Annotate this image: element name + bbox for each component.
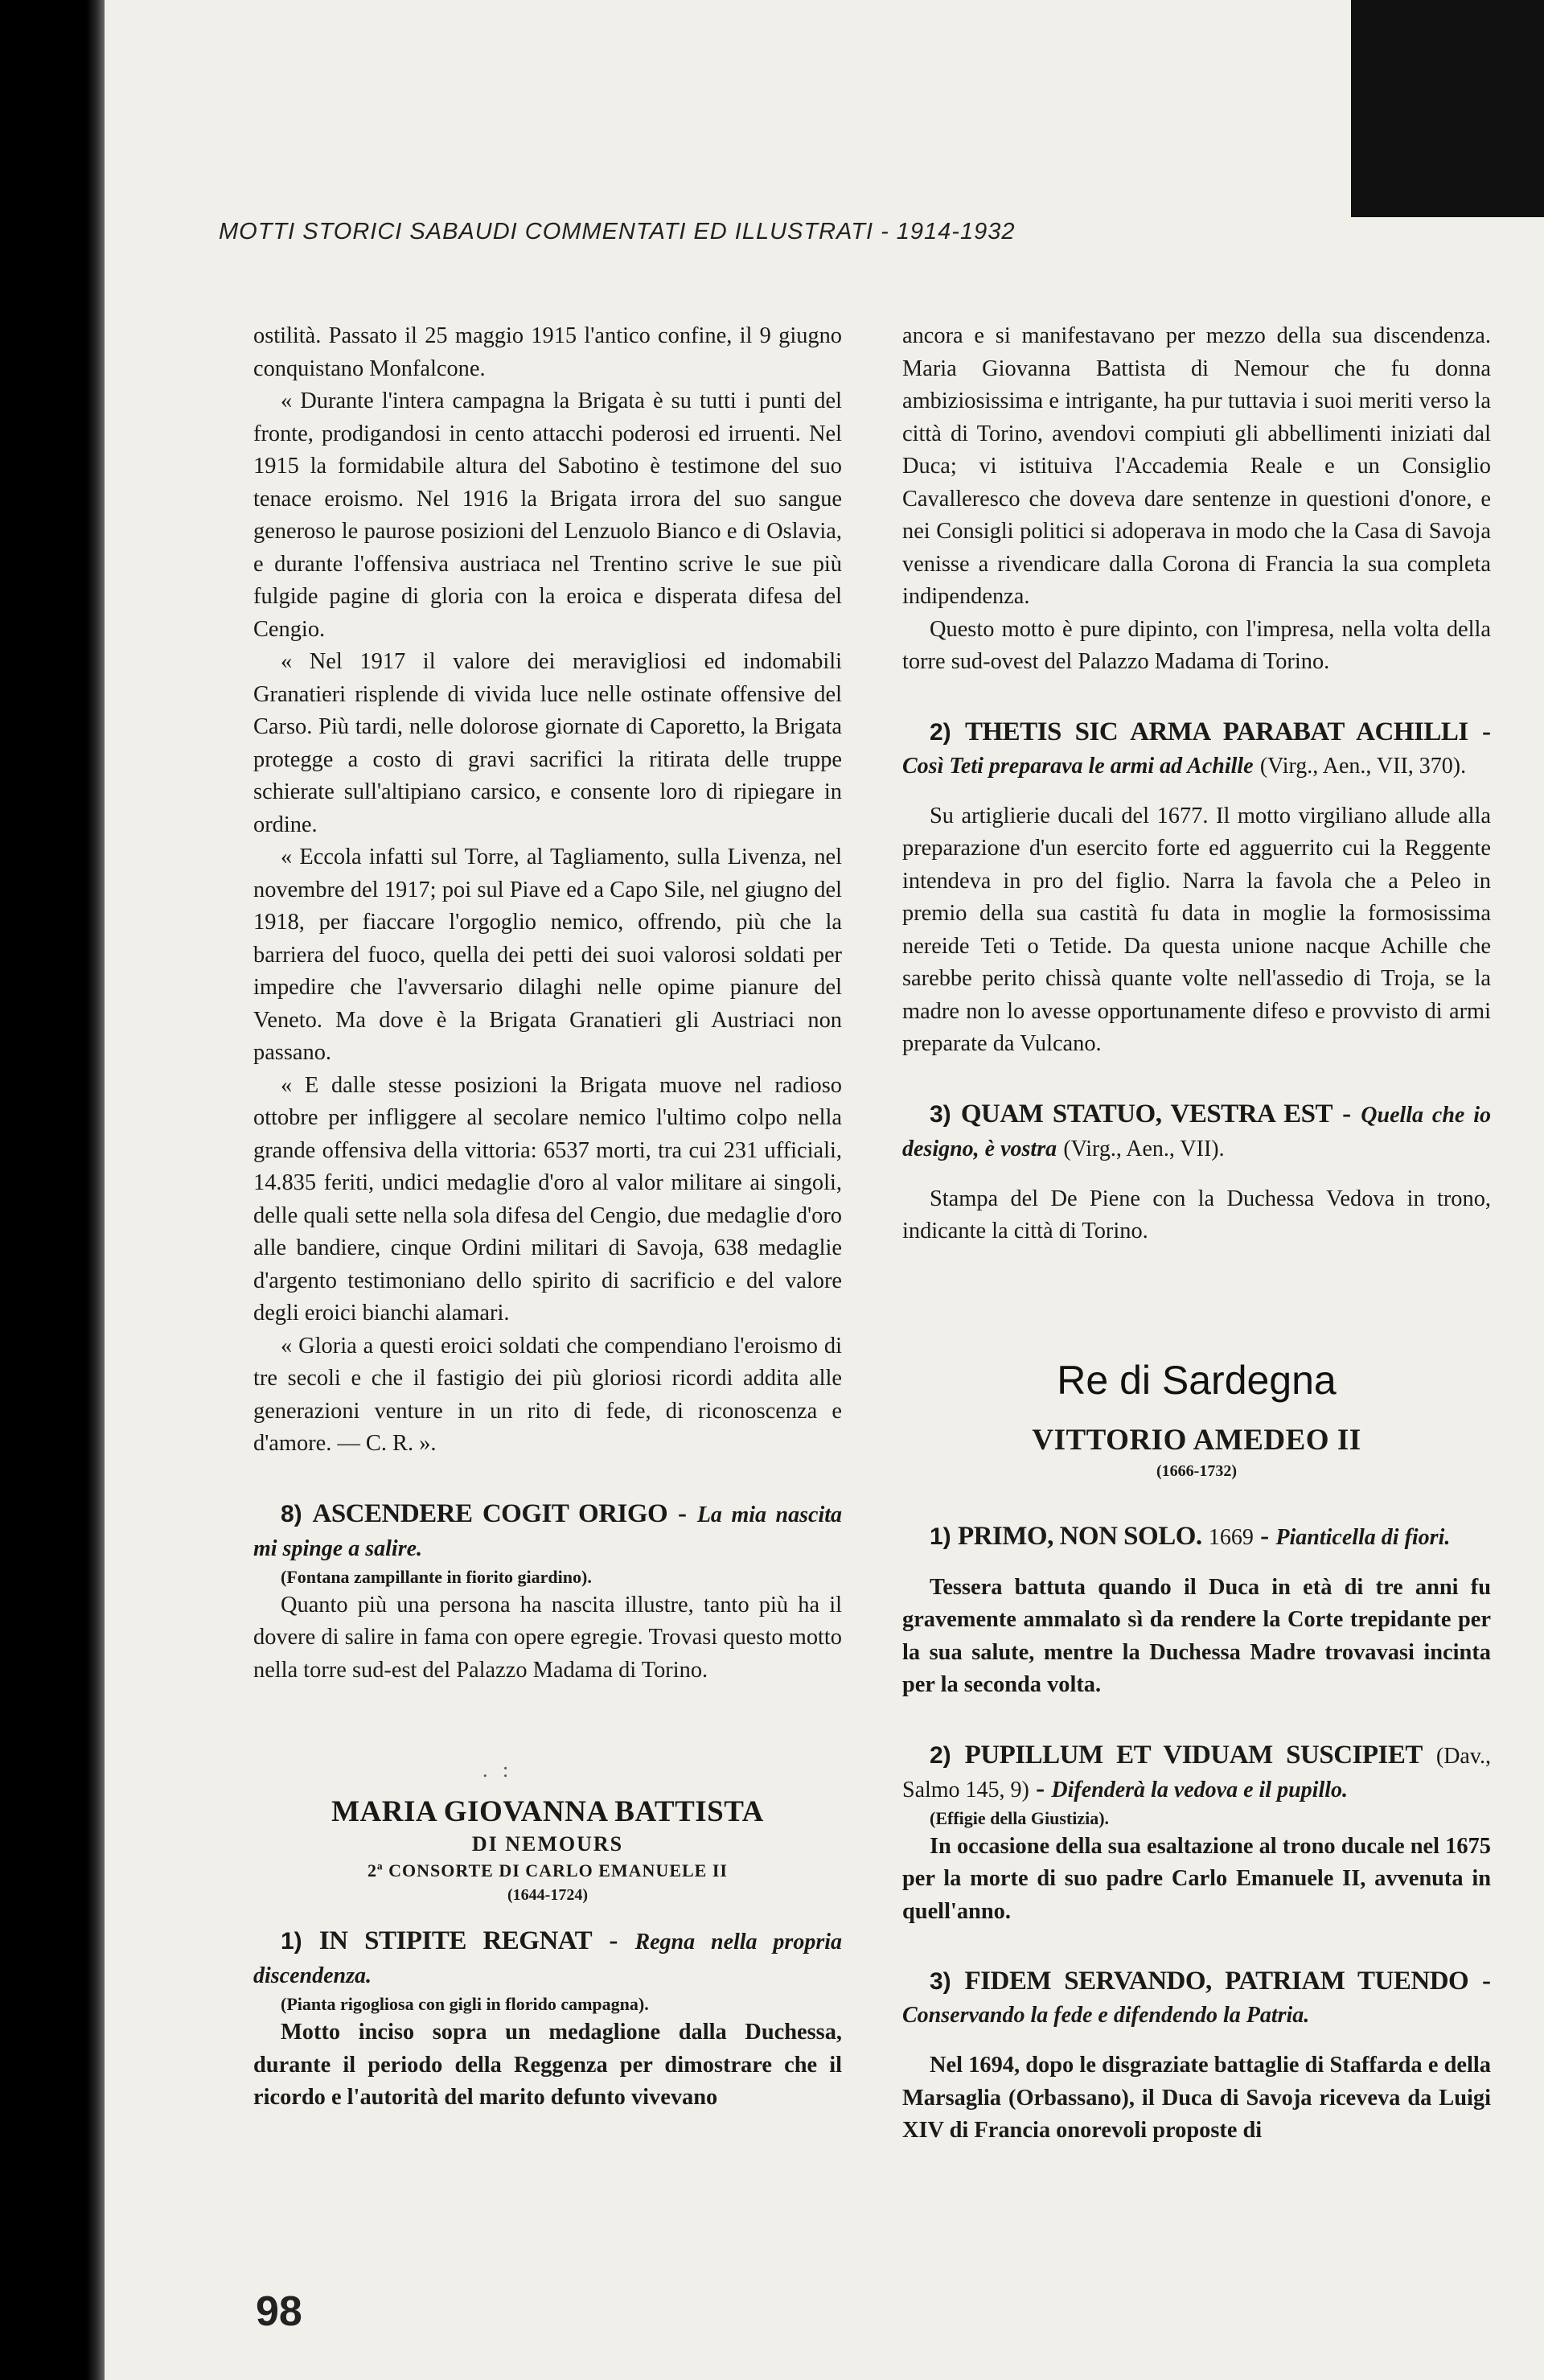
paragraph: Su artiglierie ducali del 1677. Il motto virgiliano allude alla preparazione d'un esercito forte ed agguerrito cui la Reggente intendeva in pro del figlio. Narra la favola che a Peleo in premio della sua castità fu data in moglie la formosissima nereide Teti o Tetide. Da questa unione nacque Achille che sarebbe perito chissà quante volte nell'assedio di Troja, se la madre non lo avesse opportunamente difeso e provvisto di armi preparate da Vulcano. xyxy=(902,803,1491,1056)
motto-heading-k2 xyxy=(902,1739,1491,1807)
motto-text: PRIMO, NON SOLO. xyxy=(957,1521,1202,1551)
motto-text: IN STIPITE REGNAT xyxy=(318,1926,593,1955)
citation: (Virg., Aen., VII). xyxy=(1063,1136,1225,1161)
citation: (Dav., Salmo 145, 9) xyxy=(902,1743,1492,1802)
motto-translation: Regna nella propria discendenza. xyxy=(253,1930,843,1988)
paragraph: « Durante l'intera campagna la Brigata è su tutti i punti del fronte, prodigandosi in cento attacchi poderosi ed irruenti. Nel 1915 la formidabile altura del Sabotino è testimone del suo tenace eroismo. Nel 1916 la Brigata irrora del suo sangue generoso le paurose posizioni del Lenzuolo Bianco e di Oslavia, e durante l'offensiva austriaca nel Trentino scrive le sue più fulgide pagine di gloria con la eroica e disperata difesa del Cengio. xyxy=(253,388,842,642)
paragraph: Motto inciso sopra un medaglione dalla Duchessa, durante il periodo della Reggenza per dimostrare che il ricordo e l'autorità del marito defunto vivevano xyxy=(253,2020,842,2110)
citation: (Virg., Aen., VII, 370). xyxy=(1259,753,1467,779)
person-name: MARIA GIOVANNA BATTISTA xyxy=(331,1795,764,1828)
scan-shadow-corner xyxy=(1351,0,1544,217)
page-number: 98 xyxy=(256,2288,302,2335)
left-column xyxy=(253,320,842,2115)
separator: - xyxy=(1482,717,1492,746)
king-dates: (1666-1732) xyxy=(1156,1461,1237,1480)
paragraph: Tessera battuta quando il Duca in età di tre anni fu gravemente ammalato sì da rendere la Corte trepidante per la sua salute, mentre la Duchessa Madre trovavasi incinta per la seconda volta. xyxy=(902,1574,1491,1697)
motto-translation: Così Teti preparava le armi ad Achille xyxy=(902,753,1254,779)
motto-heading-2 xyxy=(902,716,1491,783)
running-header: MOTTI STORICI SABAUDI COMMENTATI ED ILLUSTRATI - 1914-1932 xyxy=(219,219,1016,245)
paragraph: « Nel 1917 il valore dei meravigliosi ed indomabili Granatieri risplende di vivida luce nelle ostinate offensive del Carso. Più tardi, nelle dolorose giornate di Caporetto, la Brigata protegge a costo di gravi sacrifici la ritirata delle truppe schierate sull'altipiano carsico, e consente loro di ripiegare in ordine. xyxy=(253,649,842,837)
separator: - xyxy=(678,1498,688,1528)
paragraph: ostilità. Passato il 25 maggio 1915 l'antico confine, il 9 giugno conquistano Monfalcone. xyxy=(253,323,842,381)
separator: - xyxy=(1036,1774,1045,1803)
motto-text: QUAM STATUO, VESTRA EST xyxy=(960,1099,1333,1128)
item-number: 3) xyxy=(930,1100,951,1128)
paragraph: « E dalle stesse posizioni la Brigata muove nel radioso ottobre per infliggere al secolare nemico l'ultimo colpo nella grande offensiva della vittoria: 6537 morti, tra cui 231 ufficiali, 14.835 feriti, undici medaglie d'oro al valor militare ai singoli, delle quali sette nella sola difesa del Cengio, due medaglie d'oro alle bandiere, cinque Ordini militari di Savoja, 638 medaglie d'argento testimoniano dello spirito di sacrificio e del valore degli eroici bianchi alamari. xyxy=(253,1072,842,1326)
paragraph: Questo motto è pure dipinto, con l'impresa, nella volta della torre sud-ovest del Palazzo Madama di Torino. xyxy=(902,616,1491,674)
section-title: Re di Sardegna xyxy=(1057,1357,1337,1403)
item-number: 1) xyxy=(281,1928,302,1955)
motto-heading-k3 xyxy=(902,1965,1491,2032)
motto-translation: Pianticella di fiori. xyxy=(1275,1524,1451,1550)
motto-heading-3 xyxy=(902,1098,1491,1165)
person-title: 2ª CONSORTE DI CARLO EMANUELE II xyxy=(368,1860,728,1881)
emblem-caption: (Pianta rigogliosa con gigli in florido campagna). xyxy=(281,1994,649,2014)
printed-dots: . : xyxy=(482,1758,514,1782)
motto-heading-1 xyxy=(253,1925,842,1992)
motto-text: PUPILLUM ET VIDUAM SUSCIPIET xyxy=(964,1740,1423,1770)
motto-heading-8 xyxy=(253,1498,842,1565)
separator: - xyxy=(1260,1521,1270,1551)
paragraph: « Eccola infatti sul Torre, al Tagliamento, sulla Livenza, nel novembre del 1917; poi sul Piave ed a Capo Sile, nel giugno del 1918, per fiaccare l'orgoglio nemico, offrendo, più che la barriera del fuoco, quella dei petti dei suoi valorosi soldati per impedire che l'avversario dilaghi nelle opime pianure del Veneto. Ma dove è la Brigata Granatieri gli Austriaci non passano. xyxy=(253,845,842,1065)
king-name: VITTORIO AMEDEO II xyxy=(1032,1423,1361,1457)
paragraph: Nel 1694, dopo le disgraziate battaglie di Staffarda e della Marsaglia (Orbassano), il Duca di Savoja riceveva da Luigi XIV di Francia onorevoli proposte di xyxy=(902,2053,1491,2143)
item-number: 3) xyxy=(930,1968,951,1995)
motto-translation: Difenderà la vedova e il pupillo. xyxy=(1051,1777,1348,1802)
paragraph: In occasione della sua esaltazione al trono ducale nel 1675 per la morte di suo padre Carlo Emanuele II, avvenuta in quell'anno. xyxy=(902,1833,1491,1924)
motto-translation: Conservando la fede e difendendo la Patria. xyxy=(902,2003,1310,2028)
item-number: 1) xyxy=(930,1523,951,1550)
emblem-caption: (Effigie della Giustizia). xyxy=(930,1807,1110,1828)
item-number: 2) xyxy=(930,718,951,746)
person-house: DI NEMOURS xyxy=(471,1832,624,1856)
emblem-caption: (Fontana zampillante in fiorito giardino). xyxy=(281,1566,592,1587)
motto-text: FIDEM SERVANDO, PATRIAM TUENDO xyxy=(964,1967,1469,1996)
motto-translation: La mia nascita mi spinge a salire. xyxy=(253,1502,843,1561)
separator: - xyxy=(1342,1099,1352,1128)
paragraph: Quanto più una persona ha nascita illustre, tanto più ha il dovere di salire in fama con opere egregie. Trovasi questo motto nella torre sud-est del Palazzo Madama di Torino. xyxy=(253,1592,842,1683)
motto-translation: Quella che io designo, è vostra xyxy=(902,1102,1492,1161)
separator: - xyxy=(609,1926,618,1955)
motto-heading-k1 xyxy=(902,1520,1491,1554)
motto-text: ASCENDERE COGIT ORIGO xyxy=(312,1498,668,1528)
motto-text: THETIS SIC ARMA PARABAT ACHILLI xyxy=(964,717,1468,746)
paragraph: Stampa del De Piene con la Duchessa Vedova in trono, indicante la città di Torino. xyxy=(902,1186,1491,1243)
paragraph: « Gloria a questi eroici soldati che compendiano l'eroismo di tre secoli e che il fastigio dei più gloriosi ricordi addita alle generazioni venture in un rito di fede, di riconoscenza e d'amore. — C. R. ». xyxy=(253,1333,842,1456)
binding-shadow xyxy=(87,0,105,2380)
separator: - xyxy=(1482,1967,1492,1996)
right-column xyxy=(902,320,1491,2148)
motto-year: 1669 xyxy=(1208,1524,1254,1550)
person-dates: (1644-1724) xyxy=(507,1886,588,1904)
paragraph: ancora e si manifestavano per mezzo della sua discendenza. Maria Giovanna Battista di Nemour che fu donna ambiziosissima e intrigante, ha pur tuttavia i suoi meriti verso la città di Torino, avendovi compiuti gli abbellimenti iniziati dal Duca; vi istituiva l'Accademia Reale e un Consiglio Cavalleresco che doveva dare sentenze in questioni d'onore, e nei Consigli politici si adoperava in modo che la Casa di Savoja venisse a rivendicare dalla Corona di Francia la sua completa indipendenza. xyxy=(902,323,1491,609)
item-number: 2) xyxy=(930,1741,951,1769)
item-number: 8) xyxy=(281,1500,302,1527)
